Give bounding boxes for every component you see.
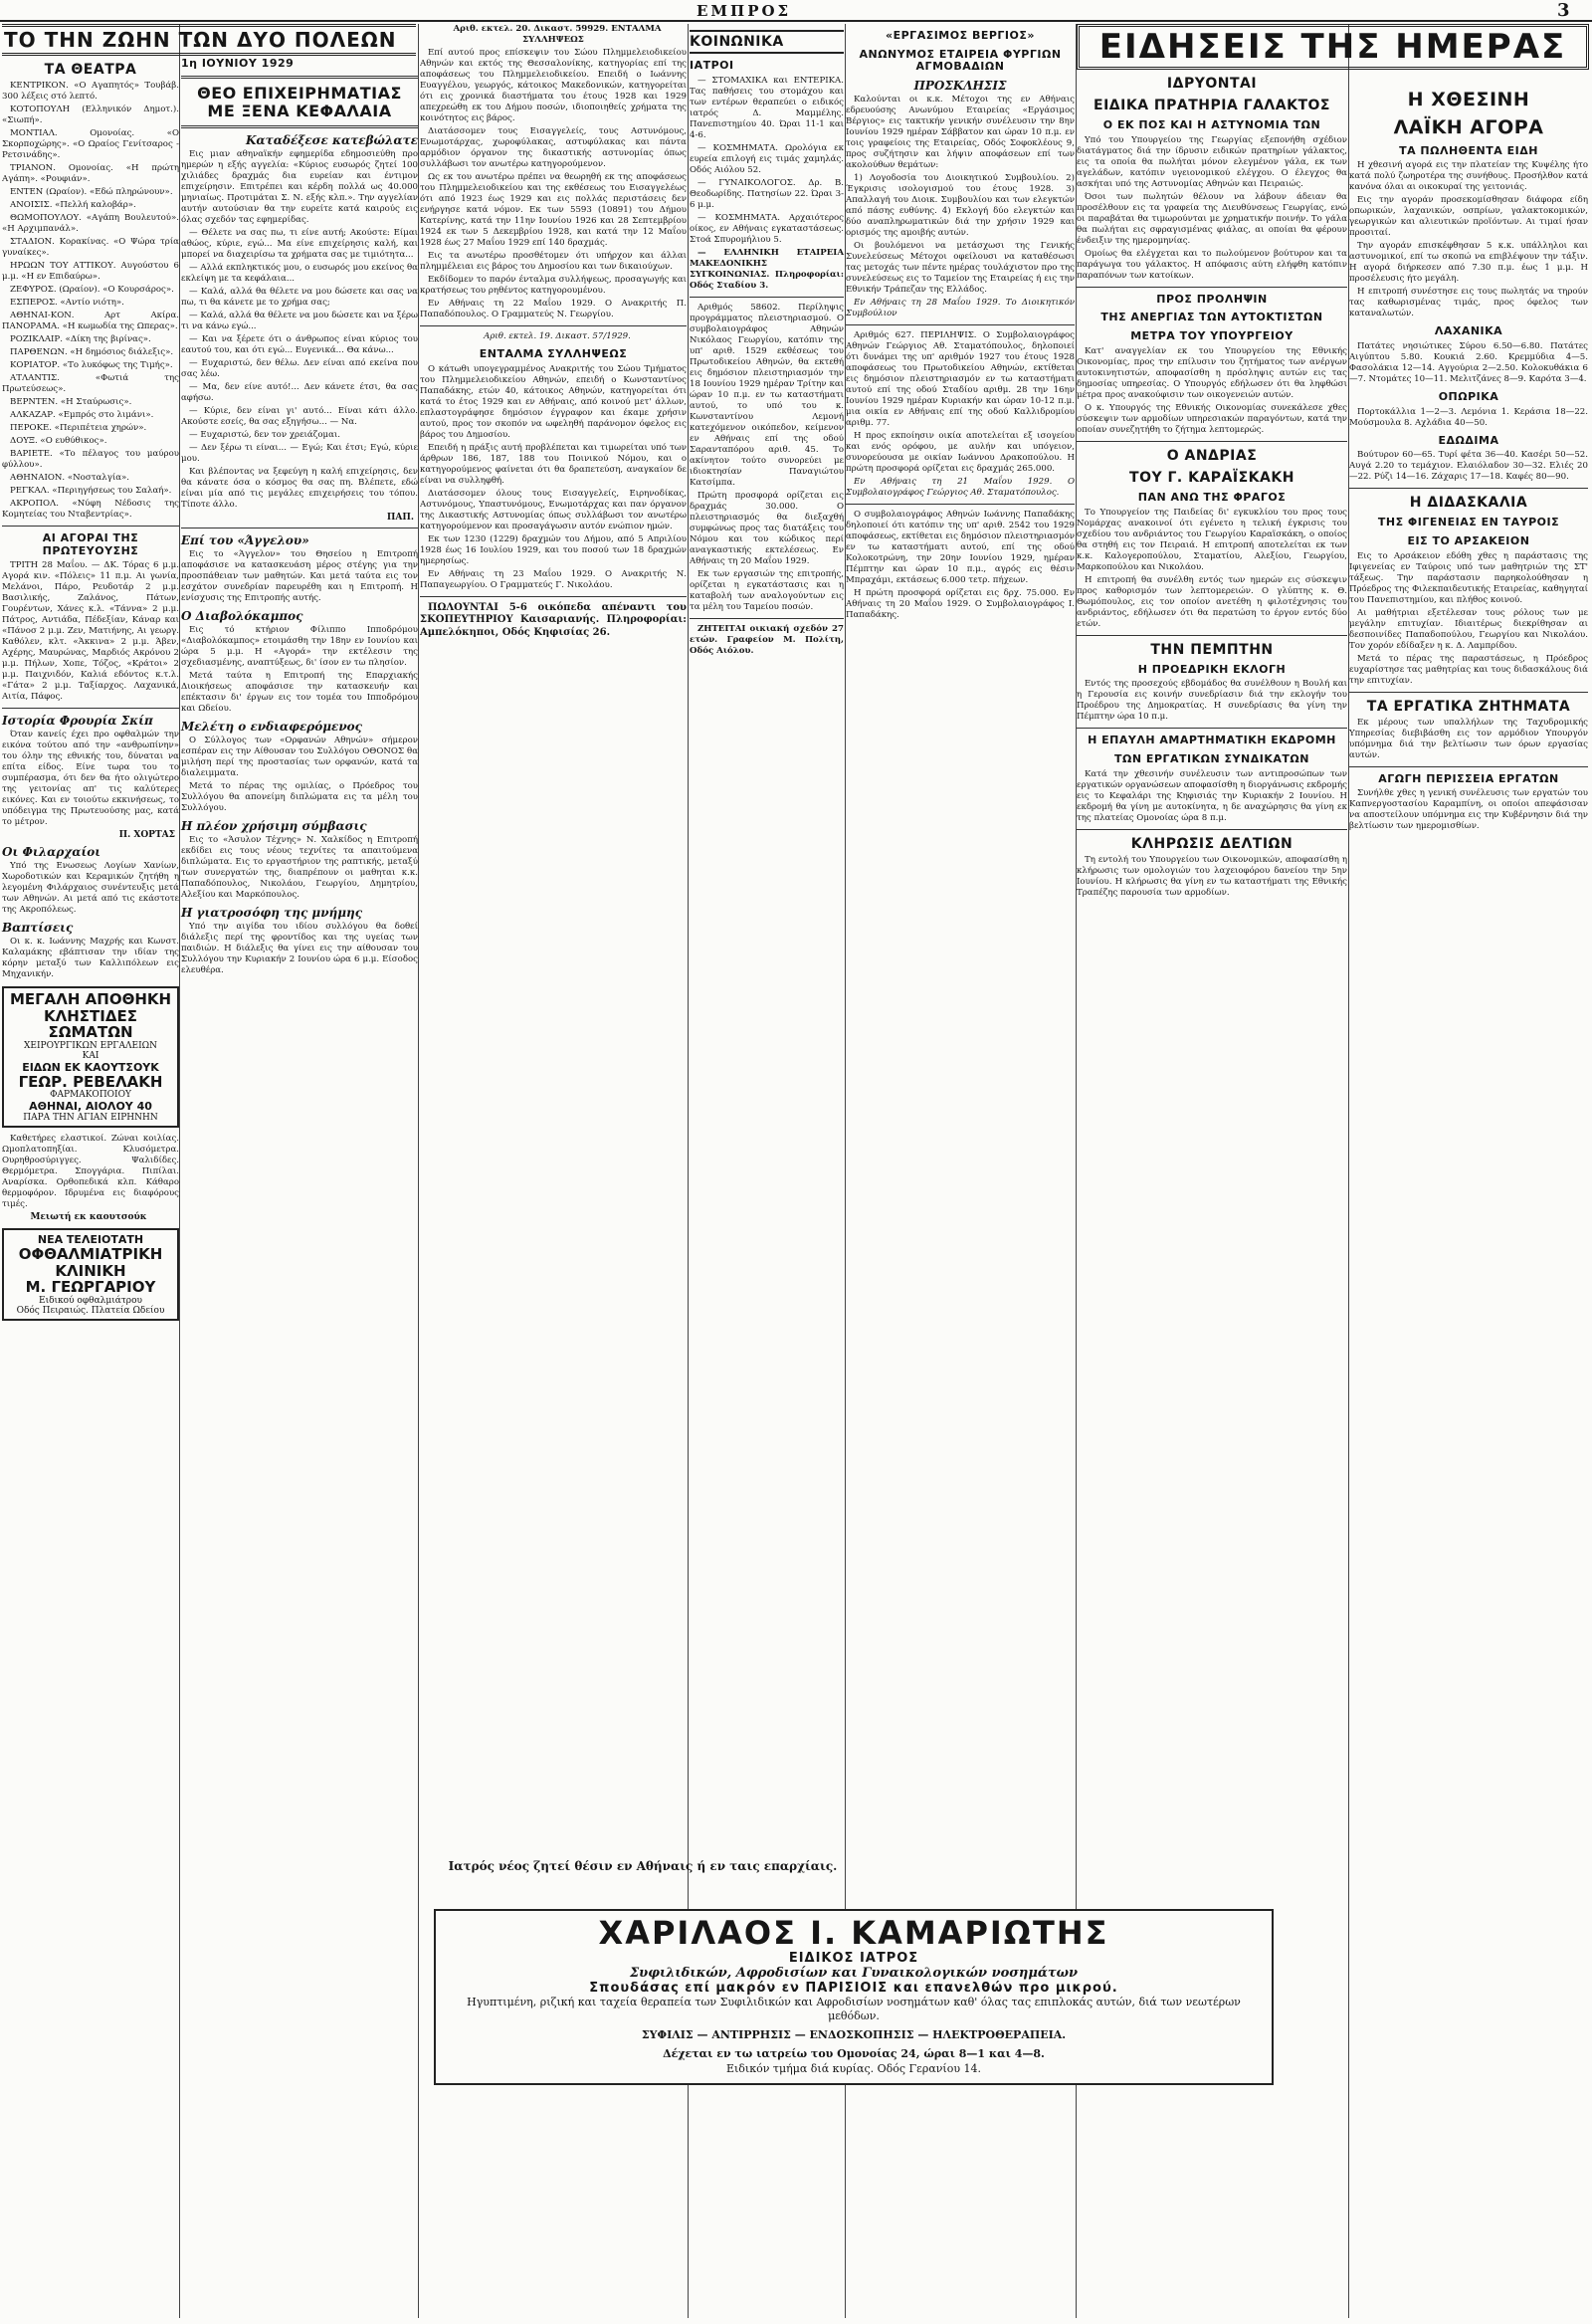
ad-text: Καθετήρες ελαστικοί. Ζώναι κοιλίας. Ωμοπλατοπηξίαι. Κλυσόμετρα. Ουρηθροσύριγγες. Ψαλιδίδες. Θερμόμετρα. Σπογγάρια. Πιπίλαι. Αναρίσκα. Ορθοπεδικά κλπ. Κάθαρο θερμοφόρον. Ιδρυμένα εις διαφόρους τιμές. xyxy=(2,1134,179,1210)
newspaper-title: ΕΜΠΡΟΣ xyxy=(696,2,792,20)
section-rule xyxy=(1077,635,1347,636)
article-text: Εις το «Άσυλον Τέχνης» Ν. Χαλκίδος η Επιτροπή εκδίδει εις τους νέους τεχνίτες τα απαιτούμενα διπλώματα. Εις το εργαστήριον της ραπτικής, μεταξύ των συνεργατών της, διαπρέπουν οι μαθηται κ.κ. Παπαδόπουλος, Νικολάου, Γεωργίου, Δημητρίου, Αλεξίου και Μαρκόπουλος. xyxy=(181,835,418,901)
article-text: Συνήλθε χθες η γενική συνέλευσις των εργατών του Καπνεργοστασίου Καραμπίνη, οι οποίοι απεφάσισαν να αποστείλουν υπόμνημα εις την Κυβέρνησιν διά την βελτίωσιν των ημερομισθίων. xyxy=(1349,788,1588,832)
theatre-listing: ΑΘΗΝΑΙΟΝ. «Νοσταλγία». xyxy=(10,473,130,484)
doctor-specialty: Συφιλιδικών, Αφροδισίων και Γυναικολογικών νοσημάτων xyxy=(629,1965,1078,1981)
section-rule xyxy=(1349,692,1588,693)
market-section-heading: ΟΠΩΡΙΚΑ xyxy=(1438,389,1499,403)
pharmacy-advertisement xyxy=(2,986,179,1128)
article-headline: Η ΕΠΑΥΛΗ ΑΜΑΡΤΗΜΑΤΙΚΗ ΕΚΔΡΟΜΗ xyxy=(1088,734,1336,747)
article-text: Εκ μέρους των υπαλλήλων της Ταχυδρομικής Υπηρεσίας διεβιβάσθη εις τον αρμόδιον Υπουργόν υπόμνημα διά την βελτίωσιν των όρων εργασίας αυτών. xyxy=(1349,717,1588,760)
masthead xyxy=(0,0,1592,22)
column-7 xyxy=(1349,84,1588,2318)
ad-line: ΑΘΗΝΑΙ, ΑΙΟΛΟΥ 40 xyxy=(29,1100,152,1114)
theatre-listing: ΗΡΩΩΝ ΤΟΥ ΑΤΤΙΚΟΥ. Αυγούστου 6 μ.μ. «Η εν Επιδαύρω». xyxy=(2,261,179,283)
article-text: — Δεν ξέρω τι είναι... — Εγώ; Και έτσι; Εγώ, κύριε μου. xyxy=(181,443,418,465)
section-rule xyxy=(1077,728,1347,729)
market-section-heading: ΛΑΧΑΝΙΚΑ xyxy=(1434,324,1503,338)
ad-line: ΠΑΡΑ ΤΗΝ ΑΓΙΑΝ ΕΙΡΗΝΗΝ xyxy=(23,1113,158,1124)
article-headline: ΚΛΗΡΩΣΙΣ ΔΕΛΤΙΩΝ xyxy=(1130,835,1294,852)
article-text: — Και να ξέρετε ότι ο άνθρωπος είναι κύριος του εαυτού του, και ότι εγώ... Ευγενικά... Θα κάνω... xyxy=(181,334,418,356)
section-rule xyxy=(2,526,179,527)
theatre-listing: ΑΤΛΑΝΤΙΣ. «Φωτιά της Πρωτεύσεως». xyxy=(2,373,179,395)
theatre-listing: ΠΕΡΟΚΕ. «Περιπέτεια χηρών». xyxy=(10,423,147,434)
ad-line: ΝΕΑ ΤΕΛΕΙΟΤΑΤΗ xyxy=(37,1233,144,1247)
warrant-heading: Αριθ. εκτελ. 20. Δικαστ. 59929. ΕΝΤΑΛΜΑ ΣΥΛΛΗΨΕΩΣ xyxy=(453,24,662,45)
price-list: Βούτυρον 60—65. Τυρί φέτα 36—40. Κασέρι 50—52. Αυγά 2.20 το τεμάχιον. Ελαιόλαδον 30—32. Ελιές 20—22. Ρύζι 14—16. Ζάχαρις 17—18. Καφές 80—90. xyxy=(1349,450,1588,483)
doctor-ad-text: ΣΥΦΙΛΙΣ — ΑΝΤΙΡΡΗΣΙΣ — ΕΝΔΟΣΚΟΠΗΣΙΣ — ΗΛΕΚΤΡΟΘΕΡΑΠΕΙΑ. xyxy=(641,2028,1067,2042)
section-rule xyxy=(420,596,687,597)
ad-line: ΚΑΙ xyxy=(82,1050,100,1061)
ad-line: ΟΦΘΑΛΜΙΑΤΡΙΚΗ ΚΛΙΝΙΚΗ xyxy=(18,1245,163,1280)
article-text: Κατ' αναγγελίαν εκ του Υπουργείου της Εθνικής Οικονομίας, προς την επίλυσιν του ζητήματος των ανέργων αυτοκινητιστών, αποφασίσθη η πρόσληψις αυτών εις τας δημοσίας υπηρεσίας. Ο Υπουργός εδήλωσεν ότι θα ληφθώσι μέτρα προς ανακούφισιν των οικογενειών αυτών. xyxy=(1077,345,1347,400)
column-2 xyxy=(181,52,418,2318)
ad-line: Οδός Πειραιώς. Πλατεία Ωδείου xyxy=(16,1305,165,1316)
column-3 xyxy=(420,24,687,1856)
article-subheadline: ΕΙΣ ΤΟ ΑΡΣΑΚΕΙΟΝ xyxy=(1407,533,1530,547)
wanted-notice: Ιατρός νέος ζητεί θέσιν εν Αθήναις ή εν ταις επαρχίαις. xyxy=(448,1859,838,1873)
theatre-listing: ΔΟΥΞ. «Ο ευθύθικος». xyxy=(10,436,107,447)
section-rule xyxy=(846,504,1075,505)
column-4 xyxy=(690,24,844,1856)
theatre-listing: ΖΕΦΥΡΟΣ. (Ωραίον). «Ο Κουρσάρος». xyxy=(10,285,174,296)
column-divider xyxy=(179,24,180,2318)
article-headline: ΑΓΩΓΗ ΠΕΡΙΣΣΕΙΑ ΕΡΓΑΤΩΝ xyxy=(1378,771,1559,785)
doctor-name: ΧΑΡΙΛΑΟΣ Ι. ΚΑΜΑΡΙΩΤΗΣ xyxy=(598,1914,1109,1952)
theatre-listing: ΤΡΙΑΝΟΝ. Ομονοίας. «Η πρώτη Αγάπη». «Ρουφιάν». xyxy=(2,163,179,185)
theatre-listing: ΑΝΟΙΣΙΣ. «Πελλή καλοβάρ». xyxy=(10,200,136,211)
section-rule xyxy=(181,125,418,128)
ad-line: ΧΕΙΡΟΥΡΓΙΚΩΝ ΕΡΓΑΛΕΙΩΝ xyxy=(23,1040,157,1051)
article-text: Μετά ταύτα η Επιτροπή της Επαρχιακής Διοικήσεως αποφάσισε την κατασκευήν και επέκτασιν δι' έργων εις τον τομέα του Ιπποδρόμου και Ωδείου. xyxy=(181,671,418,715)
auction-notice: Εκ των εργασιών της επιτροπής, ορίζεται η εγκατάστασις και η καταβολή των αναλογούντων εις τα μέλη του Ταμείου ποσών. xyxy=(690,568,844,612)
article-headline: ΤΗΣ ΑΝΕΡΓΙΑΣ ΤΩΝ ΑΥΤΟΚΤΙΣΤΩΝ xyxy=(1100,311,1323,324)
article-heading: Επί του «Άγγελου» xyxy=(181,533,309,548)
notice-text: Καλούνται οι κ.κ. Μέτοχοι της εν Αθήναις εδρευούσης Ανωνύμου Εταιρείας «Εργάσιμος Βέργιος» εις τακτικήν γενικήν συνέλευσιν την 8ην Ιουνίου 1929 ημέραν Σάββατον και ώραν 10 π.μ. εν τοις γραφείοις της Εταιρείας, Οδός Σοφοκλέους 9, προς συζήτησιν και λήψιν αποφάσεων επί των ακολούθων θεμάτων: xyxy=(846,94,1075,170)
article-text: Εις την αγοράν προσεκομίσθησαν διάφορα είδη οπωρικών, λαχανικών, οσπρίων, γαλακτοκομικών, γεωργικών και αλιευτικών προϊόντων. Αι τιμαί ήσαν προσιταί. xyxy=(1349,195,1588,239)
article-subheadline: Η ΠΡΟΕΔΡΙΚΗ ΕΚΛΟΓΗ xyxy=(1137,662,1287,676)
article-text: — Καλά, αλλά θα θέλετε να μου δώσετε και να ξέρω τι να κάνω εγώ... xyxy=(181,311,418,332)
article-headline: ΙΔΡΥΟΝΤΑΙ xyxy=(1166,76,1258,92)
section-rule xyxy=(1349,766,1588,767)
doctor-ad-text: Δέχεται εν τω ιατρείω του Ομονοίας 24, ώραι 8—1 και 4—8. xyxy=(663,2047,1045,2061)
article-headline: ΤΗΣ ΦΙΓΕΝΕΙΑΣ ΕΝ ΤΑΥΡΟΙΣ xyxy=(1377,516,1560,529)
wanted-ad: ΖΗΤΕΙΤΑΙ οικιακή σχεδόν 27 ετών. Γραφείον Μ. Πολίτη, Οδός Αιόλου. xyxy=(690,623,844,656)
theatre-listing: ΜΟΝΤΙΑΛ. Ομονοίας. «Ο Σκορποχώρης». «Ο Ωραίος Γενίτσαρος - Ρετσινάδης». xyxy=(2,128,179,161)
article-text: Υπό την αιγίδα του ιδίου συλλόγου θα δοθεί διάλεξις περί της φροντίδος και της υγείας των παιδιών. Η διάλεξις θα γίνει εις την αίθουσαν του Συλλόγου την Κυριακήν 2 Ιουνίου ώρα 6 μ.μ. Είσοδος ελευθέρα. xyxy=(181,922,418,976)
page-number: 3 xyxy=(1557,0,1570,21)
theatre-listing: ΕΣΠΕΡΟΣ. «Αντίο νιότη». xyxy=(10,298,124,309)
column-divider xyxy=(418,24,419,2318)
doctor-ad-text: Ηγυπτιμένη, ριζική και ταχεία θεραπεία των Συφιλιδικών και Αφροδισίων νοσημάτων καθ' όλας τας επιπλοκάς αυτών, διά των νεωτέρων μεθόδων. xyxy=(467,1995,1241,2023)
markets-text: ΤΡΙΤΗ 28 Μαΐου. — ΔΚ. Τόρας 6 μ.μ. Αγορά κιν. «Πόλεις» 11 π.μ. Αι γωνία, Μελάνοι, Πάρο, Ρευδοτάρ 2 μ.μ. Βασιλικής, Ζαλάνος, Πάτων, Γουρέντων, Χάνες κ.λ. «Τάννα» 2 μ.μ. Πάτρος, Αντιάδα, Πέδεξίαν, Κάναρ και «Πάνοσ 2 μ.μ. Ζεν, Ματιήνης, Αι γεωργ. Καθόλεν, κλτ. «Άκκινα» 2 μ.μ. Άβεν, Αχέρης, Μαυρώνας, Μαρδιός Ακρόνου 2 μ.μ. Πήλων, Χοπε, Τόζος, «Κράτοι» 2 μ.μ. Παιχνιδόν, Καλιά εδόντος κ.τ.λ. «Γάτα» 2 μ.μ. Ταξίαρχος. Λαχανικά, Αιτία, Πάφος. xyxy=(2,560,179,703)
ad-line: Ειδικού οφθαλμιάτρου xyxy=(39,1295,142,1306)
theatre-listing: ΑΛΚΑΖΑΡ. «Εμπρός στο λιμάνι». xyxy=(10,410,154,421)
article-text: Το Υπουργείον της Παιδείας δι' εγκυκλίου του προς τους Νομάρχας ανακοινοί ότι εγένετο η τελική έγκρισις του σχεδίου του ανδριάντος του Γεωργίου Καραϊσκάκη, ο οποίος θα στηθή εις τον Πειραιά. Η επιτροπή αποτελείται εκ των κ.κ. Καλογεροπούλου, Σταματίου, Αλεξίου, Γεωργίου, Μαρκοπούλου και Νικολάου. xyxy=(1077,507,1347,572)
theatre-listing: ΚΟΡΙΑΤΟΡ. «Το λυκόφως της Τιμής». xyxy=(10,360,173,371)
article-subheadline: ΤΩΝ ΕΡΓΑΤΙΚΩΝ ΣΥΝΔΙΚΑΤΩΝ xyxy=(1114,751,1309,765)
article-text: — Ευχαριστώ, δεν θέλω. Δεν είναι από εκείνα που σας λέω. xyxy=(181,358,418,380)
warrant-text: Διατάσσομεν όλους τους Εισαγγελείς, Ειρηνοδίκας, Αστυνόμους, Υπαστυνόμους, Ενωμοτάρχας και παν όργανον της Δικαστικής Αστυνομίας όπως συλλάβωσι τον ανωτέρω κατηγορούμενον και προσαγάγωσιν αυτόν ενώπιον ημών. xyxy=(420,488,687,531)
auction-notice: Αριθμός 58602. Περίληψις προγράμματος πλειστηριασμού. Ο συμβολαιογράφος Αθηνών Νικόλαος Γεωργίου, κατόπιν της υπ' αριθ. 1529 εκθέσεως του Πρωτοδικείου Αθηνών, θα εκτεθή εις δημόσιον πλειστηριασμόν την 18 Ιουνίου 1929 ημέραν Τρίτην και ώραν 10 π.μ. εν τω καταστήματι αυτού, το υπό του κ. Κωνσταντίνου Λεμονή κατεχόμενον οικόπεδον, κείμενον εν Αθήναις επί της οδού Σαρανταπόρου αριθ. 45. Το ακίνητον τούτο συνορεύει με ιδιοκτησίαν Παναγιώτου Κατσίμπα. xyxy=(690,302,844,488)
warrant-text: Εκδίδομεν το παρόν ένταλμα συλλήψεως, προσαγωγής και κρατήσεως του ρηθέντος κατηγορουμένου. xyxy=(420,275,687,296)
notice-text: Η πρώτη προσφορά ορίζεται εις δρχ. 75.000. Εν Αθήναις τη 20 Μαΐου 1929. Ο Συμβολαιογράφος Ι. Παπαδάκης. xyxy=(846,587,1075,620)
theatre-listing: ΑΘΗΝΑΙ-ΚΟΝ. Αρτ Ακίρα. ΠΑΝΟΡΑΜΑ. «Η κωμωδία της Ωπερας». xyxy=(2,311,179,332)
article-signature: ΠΑΠ. xyxy=(386,513,414,524)
social-item: — ΣΤΟΜΑΧΙΚΑ και ΕΝΤΕΡΙΚΑ. Τας παθήσεις του στομάχου και των εντέρων θεραπεύει ο ειδικός ιατρός Δ. Μαμμέλης. Πανεπιστημίου 40. Ώραι 11-1 και 4-6. xyxy=(690,75,844,140)
notice-text: Εν Αθήναις τη 28 Μαΐου 1929. Το Διοικητικόν Συμβούλιον xyxy=(846,297,1075,318)
article-heading: Ιστορία Φρουρία Σκίπ xyxy=(2,714,153,729)
article-headline: Ο ΑΝΔΡΙΑΣ xyxy=(1166,447,1258,464)
ad-footer: Μειωτή εκ καουτσούκ xyxy=(30,1212,147,1223)
notice-text: Η προς εκποίησιν οικία αποτελείται εξ ισογείου και ενός ορόφου, με αυλήν και υπόγειον, συνορεύουσα με οικίαν Ιωάννου Δρακοπούλου. Η πρώτη προσφορά ορίζεται εις δραχμάς 265.000. xyxy=(846,430,1075,474)
warrant-text: Επειδή η πράξις αυτή προβλέπεται και τιμωρείται υπό των άρθρων 186, 187, 188 του Ποινικού Νόμου, και ο κατηγορούμενος φαίνεται ότι θα δραπετεύση, αναγκαίον δε είναι να συλληφθή. xyxy=(420,442,687,486)
section-rule xyxy=(690,297,844,298)
city-life-banner-text: ΤΟ ΤΗΝ ΖΩΗΝ ΤΩΝ ΔΥΟ ΠΟΛΕΩΝ xyxy=(4,28,397,52)
invitation-heading: ΠΡΟΣΚΛΗΣΙΣ xyxy=(913,78,1007,93)
article-subtitle: Καταδέξεσε κατεβώλατε xyxy=(245,133,418,148)
article-text: — Θέλετε να σας πω, τι είνε αυτή; Ακούστε: Είμαι αθώος, κύριε, εγώ... Μα είνε επιχείρησις καλή, και μπορεί να διαχειρίσω τα χρήματα σας με τιμιότητα... xyxy=(181,228,418,261)
article-text: Ο Σύλλογος των «Ορφανών Αθηνών» σήμερον εσπέραν εις την Αίθουσαν του Συλλόγου ΟΘΟΝΟΣ θα μιλήση περί της προστασίας των ορφανών, κατά τα διαλειμματα. xyxy=(181,736,418,779)
date-heading: 1η ΙΟΥΝΙΟΥ 1929 xyxy=(181,57,295,70)
ad-line: ΚΛΗΣΤΙΔΕΣ ΣΩΜΑΤΩΝ xyxy=(44,1006,137,1042)
price-list: Πορτοκάλλια 1—2—3. Λεμόνια 1. Κεράσια 18—22. Μούσμουλα 8. Αχλάδια 40—50. xyxy=(1349,406,1588,428)
ad-line: ΜΕΓΑΛΗ ΑΠΟΘΗΚΗ xyxy=(9,990,172,1009)
notice-text: Αριθμός 627. ΠΕΡΙΛΗΨΙΣ. Ο Συμβολαιογράφος Αθηνών Γεώργιος Αθ. Σταματόπουλος, δηλοποιεί ότι δυνάμει της υπ' αριθμόν 1927 του έτους 1928 αποφάσεως του Πρωτοδικείου Αθηνών, εκτίθεται εις δημόσιον πλειστηριασμόν εν τω καταστήματι αυτού επί της οδού Σταδίου αριθμ. 28 την 16ην Ιουνίου 1929 ημέραν Κυριακήν και ώραν 10-12 π.μ. μια οικία εν Αθήναις επί της οδού Καλλιδρομίου αριθμ. 77. xyxy=(846,329,1075,428)
theatre-listing: ΡΟΖΙΚΛΑΙΡ. «Δίκη της βιρίνας». xyxy=(10,334,151,345)
ad-line: ΦΑΡΜΑΚΟΠΟΙΟΥ xyxy=(50,1090,131,1101)
doctor-ad-text: Ειδικόν τμήμα διά κυρίας. Οδός Γερανίου 14. xyxy=(725,2061,982,2075)
article-subheadline: ΤΑ ΠΩΛΗΘΕΝΤΑ ΕΙΔΗ xyxy=(1399,143,1538,157)
warrant-text: Εν Αθήναις τη 23 Μαΐου 1929. Ο Ανακριτής Ν. Παπαγεωργίου. Ο Γραμματεύς Γ. Νικολάου. xyxy=(420,568,687,590)
article-text: Οι κ. κ. Ιωάννης Μαχρής και Κωνστ. Καλαμάκης εβάπτισαν την ιδίαν της κόρην μεταξύ των Καλλιπόλεων εις Μηχανικήν. xyxy=(2,937,179,980)
article-headline: Η ΔΙΔΑΣΚΑΛΙΑ xyxy=(1409,495,1528,512)
ad-line: Μ. ΓΕΩΡΓΑΡΙΟΥ xyxy=(25,1278,156,1297)
article-text: Ομοίως θα ελέγχεται και το πωλούμενον βούτυρον και τα παράγωγα του γάλακτος. Η απόφασις αύτη ελήφθη κατόπιν παραπόνων των κατοίκων. xyxy=(1077,248,1347,281)
notice-text: Οι βουλόμενοι να μετάσχωσι της Γενικής Συνελεύσεως Μέτοχοι οφείλουσι να καταθέσωσι τας μετοχάς των πέντε ημέρας τουλάχιστον προ της συνελεύσεως εις το Ταμείον της Εταιρείας ή εις την Εθνικήν Τράπεζαν της Ελλάδος. xyxy=(846,240,1075,295)
article-text: Εις το «Άγγελον» του Θησείου η Επιτροπή αποφάσισε να κατασκευάση μέρος στέγης για την προσπάθειαν των μαθητών. Και μετά ταύτα εις τον εσχάτον συνεδρίαν παρευρέθη και η Επιτροπή. Η ενίσχυσις της Επιτροπής αυτής. xyxy=(181,549,418,604)
notice-text: 1) Λογοδοσία του Διοικητικού Συμβουλίου. 2) Έγκρισις ισολογισμού του έτους 1928. 3) Απαλλαγή του Διοικ. Συμβουλίου και των ελεγκτών από πάσης ευθύνης. 4) Εκλογή δύο ελεγκτών και δύο αναπληρωματικών διά την χρήσιν 1929 και ορισμός της αμοιβής αυτών. xyxy=(846,172,1075,238)
article-headline: ΤΑ ΕΡΓΑΤΙΚΑ ΖΗΤΗΜΑΤΑ xyxy=(1366,698,1571,715)
article-heading: Ο Διαβολόκαμπος xyxy=(181,609,303,624)
article-heading: Η πλέον χρήσιμη σύμβασις xyxy=(181,819,367,834)
social-item: — ΚΟΣΜΗΜΑΤΑ. Ωρολόγια εκ ευρεία επιλογή εις τιμάς χαμηλάς. Οδός Αιόλου 52. xyxy=(690,142,844,175)
article-text: — Καλά, αλλά θα θέλετε να μου δώσετε και σας να πω, τι θα κάνετε με το χρήμα σας; xyxy=(181,287,418,309)
warrant-text: Εν Αθήναις τη 22 Μαΐου 1929. Ο Ανακριτής Π. Παπαδόπουλος. Ο Γραμματεύς Ν. Γεωργίου. xyxy=(420,299,687,319)
doctors-subheading: ΙΑΤΡΟΙ xyxy=(690,59,734,73)
daily-news-banner xyxy=(1077,24,1589,70)
article-text: Τη εντολή του Υπουργείου των Οικονομικών, αποφασίσθη η κλήρωσις των ομολογιών του λαχειοφόρου δανείου την 5ην Ιουνίου. Η κλήρωσις θα γίνη εν τω καταστήματι της Εθνικής Τραπέζης παρουσία των αρμοδίων. xyxy=(1077,854,1347,898)
theatre-listing: ΒΑΡΙΕΤΕ. «Το πέλαγος του μαύρου φύλλου». xyxy=(2,449,179,471)
warrant-text: Εκ των 1230 (1229) δραχμών του Δήμου, από 5 Απριλίου 1928 έως 16 Ιουλίου 1929, και του ποσού των 18 δραχμών ημερησίως. xyxy=(420,533,687,566)
article-subheadline: ΠΑΝ ΑΝΩ ΤΗΣ ΦΡΑΓΟΣ xyxy=(1137,490,1287,504)
article-text: Μετά το πέρας της ομιλίας, ο Πρόεδρος του Συλλόγου θα απονείμη διπλώματα εις τα μέλη του Συλλόγου. xyxy=(181,781,418,814)
article-text: — Αλλά εκπληκτικός μου, ο ευσωρός μου εκείνος θα εκλείψη με τα κεφάλαια... xyxy=(181,263,418,285)
warrant-text: Διατάσσομεν τους Εισαγγελείς, τους Αστυνόμους, Ενωμοτάρχας, χωροφύλακας, αστυφύλακας και πάντα αρμόδιον όργανον της δικαστικής αστυνομίας όπως συλλάβωσι τον ανωτέρω κατηγορούμενον. xyxy=(420,126,687,169)
social-heading: ΚΟΙΝΩΝΙΚΑ xyxy=(690,30,844,54)
section-rule xyxy=(690,618,844,619)
article-text: Η επιτροπή συνέστησε εις τους πωλητάς να τηρούν τας καθωρισμένας τιμάς, προς όφελος των καταναλωτών. xyxy=(1349,287,1588,319)
article-heading: Οι Φιλαρχαίοι xyxy=(2,845,101,860)
doctor-advertisement xyxy=(434,1909,1274,2085)
article-text: Κατά την χθεσινήν συνέλευσιν των αντιπροσώπων των εργατικών οργανώσεων αποφασίσθη η διοργάνωσις εκδρομής εις το Κεφαλάρι της Κηφισιάς την Κυριακήν 2 Ιουνίου. Η εκδρομή θα γίνη με αυτοκίνητα, η δε αναχώρησις θα γίνη εκ της πλατείας Ομονοίας ώρα 8 π.μ. xyxy=(1077,768,1347,823)
theatre-listing: ΚΕΝΤΡΙΚΟΝ. «Ο Αγαπητός» Τουβάβ. 300 λέξεις στό λεπτό. xyxy=(2,81,179,103)
article-subheadline: ΜΕΤΡΑ ΤΟΥ ΥΠΟΥΡΓΕΙΟΥ xyxy=(1130,329,1294,343)
article-text: Εις το Αρσάκειον εδόθη χθες η παράστασις της Ιφιγενείας εν Ταύροις υπό των μαθητριών της ΣΤ' τάξεως. Την παράστασιν παρηκολούθησαν η Πρόεδρος της Φιλεκπαιδευτικής Εταιρείας, καθηγηταί του Πανεπιστημίου, και πλήθος κοινού. xyxy=(1349,550,1588,605)
theatre-listing: ΒΕΡΝΤΕΝ. «Η Σταύρωσις». xyxy=(10,397,132,408)
notice-text: Εν Αθήναις τη 21 Μαΐου 1929. Ο Συμβολαιογράφος Γεώργιος Αθ. Σταματόπουλος. xyxy=(846,476,1075,498)
article-heading: Η γιατροσόφη της μνήμης xyxy=(181,906,363,921)
article-headline: ΛΑΪΚΗ ΑΓΟΡΑ xyxy=(1393,115,1544,138)
article-text: Όταν κανείς έχει προ οφθαλμών την εικόνα τούτου από την «ανθρωπίνην» του όλην της εθνικής του, δύναται να επίτα είδος. Είνε τωρα του το συμπέρασμα, ότι δεν θα ήτο ολιγώτερο της γειτονίας απ' τις καλύτερες εικόνες. Και εν τοιούτω εκκινήσεως, το υπόδειγμα της Πρωτευούσης μας, κατά το μέτρον. xyxy=(2,730,179,828)
article-headline: ΤΗΝ ΠΕΜΠΤΗΝ xyxy=(1150,641,1274,658)
article-text: Όσοι των πωλητών θέλουν να λάβουν άδειαν θα προσέλθουν εις τα γραφεία της Διευθύνσεως Γεωργίας, ενώ οι παραβάται θα τιμωρούνται με χρηματικήν ποινήν. Το γάλα θα πωλήται εις σφραγισμένας φιάλας, αι οποίαι θα φέρουν ένδειξιν της ημερομηνίας. xyxy=(1077,191,1347,246)
article-headline: ΕΙΔΙΚΑ ΠΡΑΤΗΡΙΑ ΓΑΛΑΚΤΟΣ xyxy=(1094,98,1330,114)
article-text: Εις μιαν αθηναϊκήν εφημερίδα εδημοσιεύθη προ ημερών η εξής αγγελία: «Κύριος ευσωρός ζητεί 100 χιλιάδες δραχμάς δια ευρείαν και έντιμον επιχείρησιν. Επιτρέπει και κέρδη πολλά ως 40.000 μηνιαίως. Προτιμάται Σ. Ν. εξής κλπ.». Την αγγελίαν αυτήν αυτούσιαν θα την ευρείτε κατά καιρούς εις όλας σχεδόν τας εφημερίδας. xyxy=(181,149,418,226)
section-rule xyxy=(2,708,179,709)
company-name: «ΕΡΓΑΣΙΜΟΣ ΒΕΡΓΙΟΣ» xyxy=(886,29,1035,42)
auction-notice: Πρώτη προσφορά ορίζεται εις δραχμάς 30.000. Ο πλειστηριασμός θα διεξαχθή συμφώνως προς τας διατάξεις του Νόμου και του κώδικος περί αναγκαστικής εκτελέσεως. Εν Αθήναις τη 20 Μαΐου 1929. xyxy=(690,490,844,566)
article-text: — Κύριε, δεν είναι γι' αυτό... Είναι κάτι άλλο. Ακούστε εσείς, θα σας εξηγήσω... — Να. xyxy=(181,406,418,428)
doctor-title: ΕΙΔΙΚΟΣ ΙΑΤΡΟΣ xyxy=(788,1950,919,1966)
ad-line: ΕΙΔΩΝ ΕΚ ΚΑΟΥΤΣΟΥΚ xyxy=(22,1060,159,1074)
theatre-listing: ΘΩΜΟΠΟΥΛΟΥ. «Αγάπη Βουλευτού». «Η Αρχιμπανάλ». xyxy=(2,213,179,235)
price-list: Πατάτες νησιώτικες Σύρου 6.50—6.80. Πατάτες Αιγύπτου 5.80. Κουκιά 2.60. Κρεμμύδια 4—5. Φασολάκια 12—14. Αγγούρια 2—2.50. Κολοκυθάκια 6—7. Ντομάτες 10—11. Μελιτζάνες 8—9. Καρότα 3—4. xyxy=(1349,340,1588,384)
article-text: Η χθεσινή αγορά εις την πλατείαν της Κυψέλης ήτο κατά πολύ ζωηροτέρα της συνήθους. Προσήλθον κατά κανόνα όλαι αι οικοκυραί της γειτονιάς. xyxy=(1349,160,1588,193)
article-text: Η επιτροπή θα συνέλθη εντός των ημερών εις σύσκεψιν προς καθορισμόν των λεπτομερειών. Ο γλύπτης κ. Θ. Θωμόπουλος, εις τον οποίον ανετέθη η φιλοτέχνησις του ανδριάντος, εδήλωσεν ότι θα περατώση το έργον εντός δύο ετών. xyxy=(1077,574,1347,629)
article-text: — Μα, δεν είνε αυτό!... Δεν κάνετε έτσι, θα σας αφήσω. xyxy=(181,382,418,404)
article-headline: ΤΟΥ Γ. ΚΑΡΑΪΣΚΑΚΗ xyxy=(1129,469,1294,486)
article-text: Εντός της προσεχούς εβδομάδος θα συνέλθουν η Βουλή και η Γερουσία εις κοινήν συνεδρίασιν διά την εκλογήν του Προέδρου της Δημοκρατίας. Η συνεδρίασις θα γίνη την Πέμπτην ώρα 10 π.μ. xyxy=(1077,679,1347,723)
article-text: Ο κ. Υπουργός της Εθνικής Οικονομίας συνεκάλεσε χθες σύσκεψιν των αρμοδίων υπηρεσιακών παραγόντων, κατά την οποίαν συνεζητήθη το ζήτημα λεπτομερώς. xyxy=(1077,402,1347,435)
warrant-text: Εις τα ανωτέρω προσθέτομεν ότι υπήρχον και άλλαι πλημμέλειαι εις βάρος του Δημοσίου και των δικαιούχων. xyxy=(420,251,687,272)
ad-line: ΓΕΩΡ. ΡΕΒΕΛΑΚΗ xyxy=(18,1072,163,1091)
article-text: Υπό του Υπουργείου της Γεωργίας εξεπονήθη σχέδιον διατάγματος διά την ίδρυσιν ειδικών πρατηρίων γάλακτος, εις τα οποία θα πωλήται μόνον ελεγμένον γάλα, εκ των αγελάδων, κατόπιν υγειονομικού ελέγχου. Ο έλεγχος θα ασκήται υπό της Αστυνομίας Αθηνών και Πειραιώς. xyxy=(1077,134,1347,189)
doctor-studies: Σπουδάσας επί μακρόν εν ΠΑΡΙΣΙΟΙΣ και επανελθών προ μικρού. xyxy=(589,1980,1118,1996)
article-text: Αι μαθήτριαι εξετέλεσαν τους ρόλους των με μεγάλην επιτυχίαν. Ιδιαιτέρως διεκρίθησαν αι δεσποινίδες Παπαδοπούλου, Γεωργίου και Νικολάου. Τον χορόν εδίδαξεν η κ. Δ. Λαμπρίδου. xyxy=(1349,607,1588,651)
theatres-heading: ΤΑ ΘΕΑΤΡΑ xyxy=(44,62,137,78)
notice-text: Ο συμβολαιογράφος Αθηνών Ιωάννης Παπαδάκης δηλοποιεί ότι κατόπιν της υπ' αριθ. 2542 του 1929 αποφάσεως, εκτίθεται εις δημόσιον πλειστηριασμόν εν τω καταστήματι αυτού, επί της οδού Κολοκοτρώνη, την 20ην Ιουνίου 1929, ημέραν Πέμπτην και ώραν 10 π.μ., αγρός εις θέσιν Μπραχάμι, εκτάσεως 6.000 τετρ. πήχεων. xyxy=(846,509,1075,585)
theatre-listing: ΕΝΤΕΝ (Ωραίον). «Εδώ πληρώνουν». xyxy=(10,187,173,198)
theatre-listing: ΡΕΓΚΑΛ. «Περιηγήσεως του Σαλαή». xyxy=(10,486,172,497)
social-item: — ΓΥΝΑΙΚΟΛΟΓΟΣ. Δρ. Β. Θεοδωρίδης. Πατησίων 22. Ώραι 3-6 μ.μ. xyxy=(690,177,844,210)
masthead-rule xyxy=(0,20,1592,22)
clinic-advertisement xyxy=(2,1228,179,1321)
article-text: Την αγοράν επισκέφθησαν 5 κ.κ. υπάλληλοι και αστυνομικοί, επί τω σκοπώ να επιβλέψουν την τάξιν. Η αγορά διήρκεσεν από 7.30 π.μ. έως 1 μ.μ. Η προσέλευσις ήτο μεγάλη. xyxy=(1349,241,1588,285)
article-signature: Π. ΧΟΡΤΑΣ xyxy=(118,830,175,841)
theatre-listing: ΚΟΤΟΠΟΥΛΗ (Ελληνικόν Δημοτ.). «Σιωπή». xyxy=(2,105,179,126)
section-rule xyxy=(1077,287,1347,288)
section-rule xyxy=(420,325,687,326)
warrant-text: Επί αυτού προς επίσκεψιν του Σώου Πλημμελειοδικείου Αθηνών και εκτός της Θεσσαλονίκης, κατηγορίας επί της αποφάσεως του Πλημμελειοδικείου. Επειδή ο Ιωάννης Ευαγγέλου, γεωργός, κάτοικος Μακεδονικών, κατηγορείται ότι εις χρονικά διαστήματα του έτους 1928 και 1929 απεχρεώθη εκ του Δήμου ποσών, ιδιοποιηθείς χρήματα της κοινότητος εις βάρος. xyxy=(420,48,687,123)
company-subtitle: ΑΝΩΝΥΜΟΣ ΕΤΑΙΡΕΙΑ ΦΥΡΓΙΩΝ ΑΓΜΟΒΑΔΙΩΝ xyxy=(859,47,1062,74)
theatre-listing: ΑΚΡΟΠΟΛ. «Νύφη Νέδοσις της Κομητείας του Νταβεντρίας». xyxy=(2,499,179,521)
article-heading: Βαπτίσεις xyxy=(2,921,74,936)
article-headline: ΠΡΟΣ ΠΡΟΛΗΨΙΝ xyxy=(1156,292,1268,306)
article-text: — Ευχαριστώ, δεν τον χρειάζομαι. xyxy=(189,430,341,441)
social-item: — ΚΟΣΜΗΜΑΤΑ. Αρχαιότερος οίκος, εν Αθήναις εγκαταστάσεως. Στοά Σπυρομήλιου 5. xyxy=(690,212,844,245)
warrant-heading: ΕΝΤΑΛΜΑ ΣΥΛΛΗΨΕΩΣ xyxy=(479,347,628,360)
land-sale-ad: ΠΩΛΟΥΝΤΑΙ 5-6 οικόπεδα απέναντι του ΣΚΟΠΕΥΤΗΡΙΟΥ Καισαριανής. Πληροφορίαι: Αμπελόκηποι, Οδός Κηφισίας 26. xyxy=(420,601,687,639)
warrant-text: Ο κάτωθι υπογεγραμμένος Ανακριτής του Σώου Τμήματος του Πλημμελειοδικείου Αθηνών, επειδή ο Κωνσταντίνος Παπαδάκης, ετών 40, κάτοικος Αθηνών, κατηγορείται ότι κατά το έτος 1929 και εν Αθήναις, από κοινού μετ' άλλων, επλαστογράφησε δημόσιον έγγραφον και έκαμε χρήσιν αυτού, προς τον σκοπόν να ωφεληθή παράνομον όφελος εις βάρος του Δημοσίου. xyxy=(420,363,687,440)
markets-heading: ΑΙ ΑΓΟΡΑΙ ΤΗΣ ΠΡΩΤΕΥΟΥΣΗΣ xyxy=(42,531,139,557)
warrant-reference: Αριθ. εκτελ. 19. Δικαστ. 57/1929. xyxy=(484,331,631,341)
article-text: Μετά το πέρας της παραστάσεως, η Πρόεδρος ευχαρίστησε τας μαθητρίας και τους διδασκάλους διά την επιτυχίαν. xyxy=(1349,653,1588,686)
article-text: Υπό της Ενωσεως Λογίων Χανίων, Χωροδοτικών και Κεραμικών ζητήθη η λεγομένη Φιλάρχαιος συνέντευξις μετά των Αθηνών. Αι μετά από τις εκάστοτε της Ακροπόλεως. xyxy=(2,861,179,916)
theatre-listing: ΠΑΡΘΕΝΩΝ. «Η δημόσιος διάλεξις». xyxy=(10,347,174,358)
article-text: Εις τό κτήριον Φίλιππο Ιπποδρόμου «Διαβολόκαμπος» ετοιμάσθη την 18ην εν Ιουνίου και ώρα 5 μ.μ. Η «Αγορά» την εκτέλεσιν της σχεδιασμένης, αναπτύξεως, δι' ίσον εν τω πλησίον. xyxy=(181,625,418,669)
article-text: Και βλέποντας να ξεφεύγη η καλή επιχείρησις, δεν θα κάνατε όσα ο κόσμος θα σας πη. Βλέπετε, εδώ είναι μία από τις μεγάλες επιχειρήσεις του τόπου. Τίποτε άλλο. xyxy=(181,467,418,511)
article-subheadline: Ο ΕΚ ΠΟΣ ΚΑΙ Η ΑΣΤΥΝΟΜΙΑ ΤΩΝ xyxy=(1102,118,1321,132)
article-headline: Η ΧΘΕΣΙΝΗ xyxy=(1407,89,1530,110)
section-rule xyxy=(1077,441,1347,442)
daily-news-banner-text: ΕΙΔΗΣΕΙΣ ΤΗΣ ΗΜΕΡΑΣ xyxy=(1098,27,1567,67)
theatre-listing: ΣΤΑΔΙΟΝ. Κορακίνας. «Ο Ψώρα τρία γυναίκες». xyxy=(2,237,179,259)
section-rule xyxy=(1349,488,1588,489)
market-section-heading: ΕΔΩΔΙΜΑ xyxy=(1438,433,1499,447)
section-rule xyxy=(846,324,1075,325)
social-item: — ΕΛΛΗΝΙΚΗ ΕΤΑΙΡΕΙΑ ΜΑΚΕΔΟΝΙΚΗΣ ΣΥΓΚΟΙΝΩΝΙΑΣ. Πληροφορίαι: Οδός Σταδίου 3. xyxy=(690,247,844,291)
warrant-text: Ως εκ του ανωτέρω πρέπει να θεωρηθή εκ της αποφάσεως του Πλημμελειοδικείου και της εκθέσεως του Εισαγγελέως ότι από 1923 έως 1929 και εις πολλάς περιστάσεις δεν ενήργησε κατά νόμον. Εκ των 5593 (10891) του Δήμου Κατερίνης, κατά την 11ην Ιουνίου 1926 και 28 Σεπτεμβρίου 1924 εκ των 5 Δεκεμβρίου 1928, και κατά την 12 Μαΐου 1928 έως 27 Μαΐου 1929 επί 140 δραχμάς. xyxy=(420,172,687,248)
article-heading: Μελέτη ο ενδιαφερόμενος xyxy=(181,720,362,735)
section-rule xyxy=(181,76,418,79)
section-rule xyxy=(1077,829,1347,830)
article-banner: ΘΕΟ ΕΠΙΧΕΙΡΗΜΑΤΙΑΣ ΜΕ ΞΕΝΑ ΚΕΦΑΛΑΙΑ xyxy=(197,83,402,121)
column-5 xyxy=(846,24,1075,1856)
